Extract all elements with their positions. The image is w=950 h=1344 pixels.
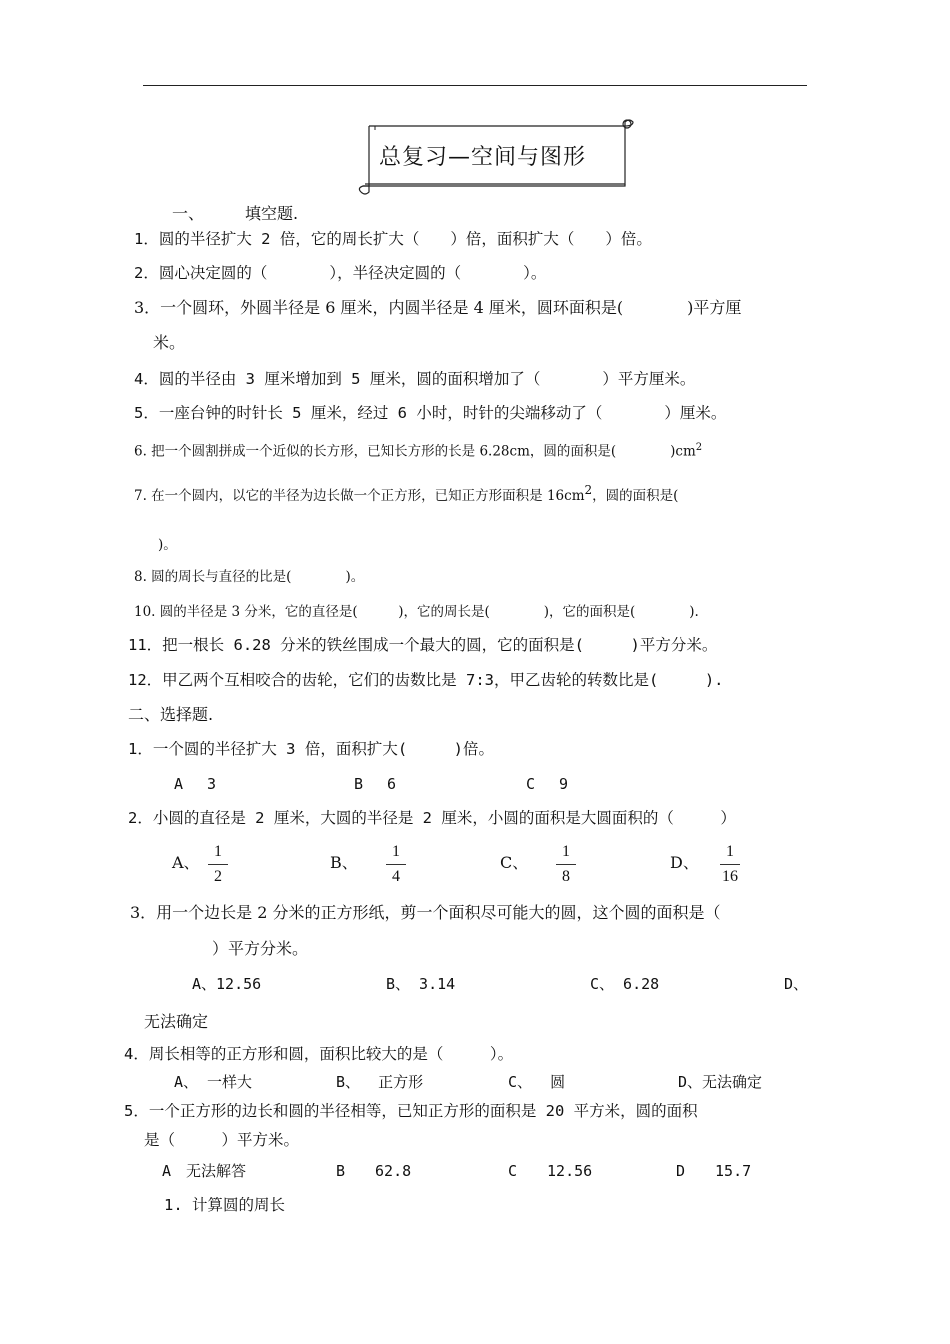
question-10: 10. 圆的半径是 3 分米，它的直径是( )，它的周长是( )，它的面积是( ). xyxy=(134,604,699,620)
question-7 xyxy=(134,483,679,506)
question-7-superscript: 2 xyxy=(584,483,593,497)
fraction-numerator: 1 xyxy=(392,843,400,860)
choice-4-option-d: D、无法确定 xyxy=(678,1073,763,1091)
question-3-line1: 3．一个圆环，外圆半径是 6 厘米，内圆半径是 4 厘米，圆环面积是( )平方厘 xyxy=(134,298,742,317)
section2-heading: 二、选择题. xyxy=(128,705,214,724)
choice-2-fraction-d xyxy=(718,843,742,886)
choice-3-option-b: B、 3.14 xyxy=(386,975,456,993)
choice-3-line2: ）平方分米。 xyxy=(212,939,309,958)
question-7-line2: )。 xyxy=(158,537,177,553)
choice-5-line1: 5．一个正方形的边长和圆的半径相等，已知正方形的面积是 20 平方米，圆的面积 xyxy=(124,1102,698,1120)
choice-3-option-d-text: 无法确定 xyxy=(144,1012,209,1031)
choice-2-label-a: A、 xyxy=(172,853,200,872)
choice-2-fraction-c xyxy=(554,843,578,886)
question-6-text: 6. 把一个圆割拼成一个近似的长方形，已知长方形的长是 6.28cm，圆的面积是( )cm xyxy=(134,443,696,460)
choice-5-option-b: B 62.8 xyxy=(336,1162,412,1180)
question-4: 4．圆的半径由 3 厘米增加到 5 厘米，圆的面积增加了（ ）平方厘米。 xyxy=(134,370,696,388)
choice-5-option-a: A 无法解答 xyxy=(162,1162,247,1180)
fraction-denominator: 4 xyxy=(392,868,400,885)
question-12: 12．甲乙两个互相咬合的齿轮，它们的齿数比是 7:3，甲乙齿轮的转数比是( ). xyxy=(128,671,724,689)
choice-3-option-d: D、 xyxy=(784,975,809,993)
section1-label: 填空题. xyxy=(245,204,299,223)
choice-3-option-c: C、 6.28 xyxy=(590,975,660,993)
choice-2-label-b: B、 xyxy=(330,853,358,872)
choice-1-option-c: C 9 xyxy=(526,775,569,793)
choice-2-fraction-b xyxy=(384,843,408,886)
choice-3-option-a: A、12.56 xyxy=(192,975,262,993)
choice-2: 2．小圆的直径是 2 厘米，大圆的半径是 2 厘米，小圆的面积是大圆面积的（ ） xyxy=(128,809,736,827)
question-5: 5．一座台钟的时针长 5 厘米，经过 6 小时，时针的尖端移动了（ ）厘米。 xyxy=(134,404,727,422)
question-7-text: 7. 在一个圆内，以它的半径为边长做一个正方形，已知正方形面积是 16cm xyxy=(134,488,585,504)
question-7-tail: ，圆的面积是( xyxy=(592,488,679,504)
choice-5-option-c: C 12.56 xyxy=(508,1162,593,1180)
question-8: 8. 圆的周长与直径的比是( )。 xyxy=(134,569,365,585)
question-6-superscript: 2 xyxy=(695,442,703,453)
choice-1: 1．一个圆的半径扩大 3 倍，面积扩大( )倍。 xyxy=(128,740,494,758)
section3-heading: 1. 计算圆的周长 xyxy=(164,1196,285,1214)
question-1: 1．圆的半径扩大 2 倍，它的周长扩大（ ）倍，面积扩大（ ）倍。 xyxy=(134,230,652,248)
title-scroll-banner xyxy=(355,118,635,196)
choice-1-option-a: A 3 xyxy=(174,775,217,793)
choice-3-line1: 3．用一个边长是 2 分米的正方形纸，剪一个面积尽可能大的圆，这个圆的面积是（ xyxy=(130,903,721,922)
question-3-line2: 米。 xyxy=(153,333,186,352)
question-2: 2．圆心决定圆的（ ），半径决定圆的（ ）。 xyxy=(134,264,547,282)
choice-2-label-d: D、 xyxy=(670,853,699,872)
question-6 xyxy=(134,438,702,462)
choice-1-option-b: B 6 xyxy=(354,775,397,793)
fraction-denominator: 8 xyxy=(562,868,570,885)
choice-5-option-d: D 15.7 xyxy=(676,1162,752,1180)
choice-5-line2: 是（ ）平方米。 xyxy=(144,1131,300,1149)
choice-4: 4．周长相等的正方形和圆，面积比较大的是（ ）。 xyxy=(124,1045,514,1063)
choice-4-option-a: A、 一样大 xyxy=(174,1073,253,1091)
fraction-numerator: 1 xyxy=(562,843,570,860)
section1-number: 一、 xyxy=(172,204,205,223)
fraction-numerator: 1 xyxy=(726,843,734,860)
question-11: 11．把一根长 6.28 分米的铁丝围成一个最大的圆，它的面积是( )平方分米。 xyxy=(128,636,718,654)
choice-4-option-b: B、 正方形 xyxy=(336,1073,424,1091)
fraction-numerator: 1 xyxy=(214,843,222,860)
header-rule xyxy=(143,85,807,86)
fraction-denominator: 16 xyxy=(722,868,738,885)
choice-4-option-c: C、 圆 xyxy=(508,1073,566,1091)
fraction-denominator: 2 xyxy=(214,868,222,885)
choice-2-fraction-a xyxy=(206,843,230,886)
page-title: 总复习—空间与图形 xyxy=(379,145,587,170)
choice-2-label-c: C、 xyxy=(500,853,529,872)
